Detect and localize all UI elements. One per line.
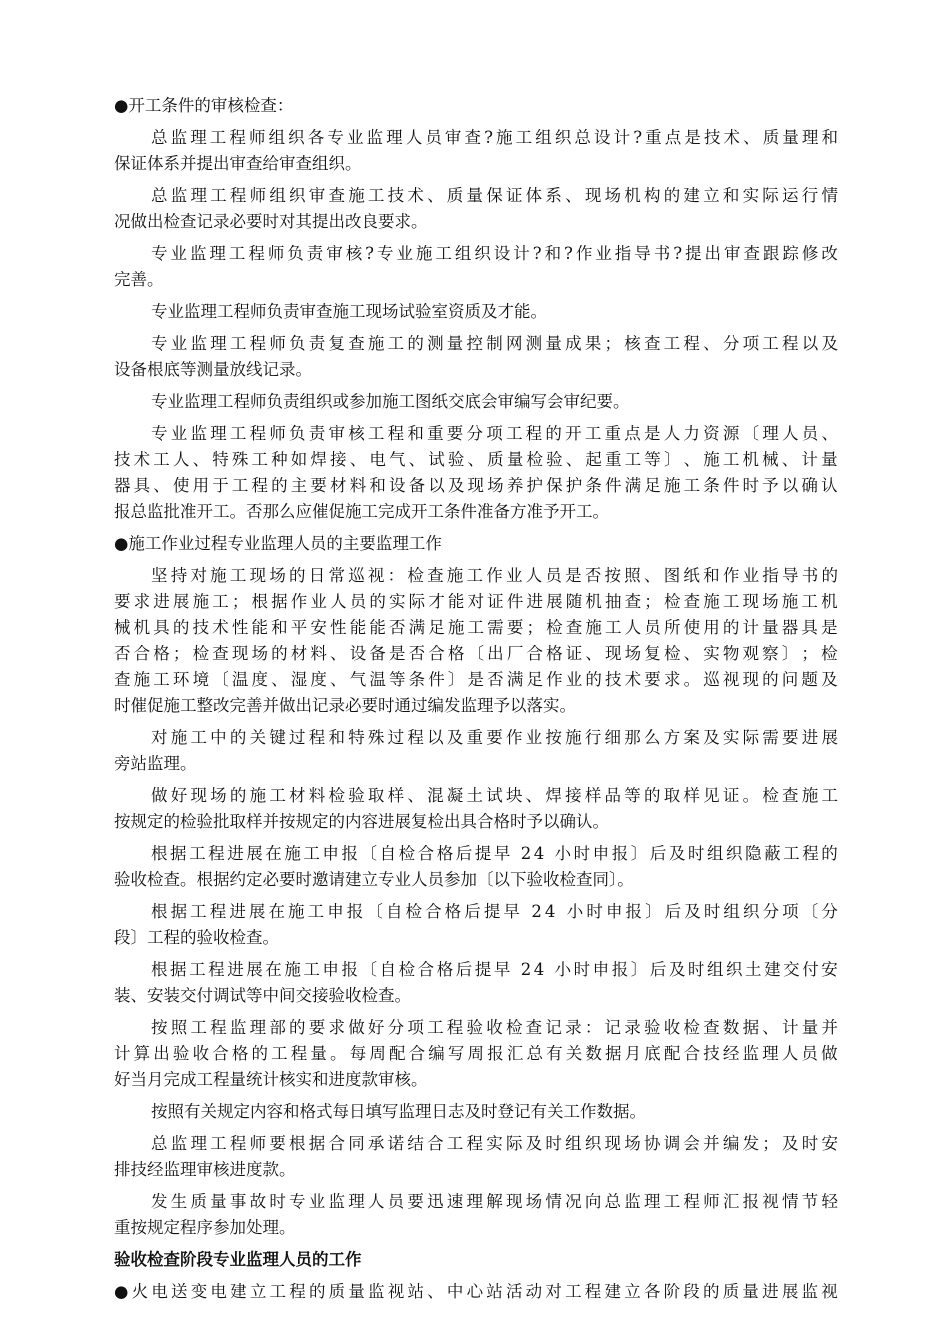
text-line: 器 具 、 使 用 于 工 程 的 主 要 材 料 和 设 备 以 及 现 场 养 护 保 护 条 件 满 足 施 工 条 件 时 予 以 确 认: [114, 476, 838, 495]
paragraph: [114, 957, 838, 1009]
bullet-item: [114, 531, 838, 557]
text-line: 要 求 进 展 施 工 ； 根 据 作 业 人 员 的 实 际 才 能 对 证 件 进 展 随 机 抽 查 ； 检 查 施 工 现 场 施 工 机: [114, 592, 838, 611]
text-line: 保证体系并提出审查给审查组织。: [114, 154, 362, 173]
text-line: 完善。: [114, 270, 164, 289]
text-line: 械 机 具 的 技 术 性 能 和 平 安 性 能 能 否 满 足 施 工 需 要 ； 检 查 施 工 人 员 所 使 用 的 计 量 器 具 是: [114, 618, 838, 637]
paragraph: [114, 899, 838, 951]
bullet-item: [114, 93, 838, 119]
text-line: 况做出检查记录必要时对其提出改良要求。: [114, 212, 428, 231]
text-line: 总 监 理 工 程 师 组 织 审 查 施 工 技 术 、 质 量 保 证 体 系 、 现 场 机 构 的 建 立 和 实 际 运 行 情: [151, 186, 838, 205]
bullet-item: [114, 1279, 838, 1305]
text-line: 验收检查阶段专业监理人员的工作: [114, 1250, 362, 1269]
paragraph: [114, 1015, 838, 1093]
text-line: 设备根底等测量放线记录。: [114, 360, 312, 379]
text-line: 根 据 工 程 进 展 在 施 工 申 报 〔 自 检 合 格 后 提 早 2 4 小 时 申 报 〕 后 及 时 组 织 分 项 〔 分: [151, 902, 838, 921]
section-heading: [114, 1247, 838, 1273]
text-line: 总 监 理 工 程 师 组 织 各 专 业 监 理 人 员 审 查 ? 施 工 组 织 总 设 计 ? 重 点 是 技 术 、 质 量 理 和: [151, 128, 838, 147]
paragraph: [114, 331, 838, 383]
text-line: 技 术 工 人 、 特 殊 工 种 如 焊 接 、 电 气 、 试 验 、 质 量 检 验 、 起 重 工 等 〕 、 施 工 机 械 、 计 量: [114, 450, 838, 469]
paragraph: [114, 841, 838, 893]
text-line: 验收检查。根据约定必要时邀请建立专业人员参加〔以下验收检查同〕。: [114, 870, 634, 889]
text-line: 按 照 工 程 监 理 部 的 要 求 做 好 分 项 工 程 验 收 检 查 记 录 ： 记 录 验 收 检 查 数 据 、 计 量 并: [151, 1018, 838, 1037]
text-line: 计 算 出 验 收 合 格 的 工 程 量 。 每 周 配 合 编 写 周 报 汇 总 有 关 数 据 月 底 配 合 技 经 监 理 人 员 做: [114, 1044, 838, 1063]
text-line: 段〕工程的验收检查。: [114, 928, 279, 947]
text-line: 根 据 工 程 进 展 在 施 工 申 报 〔 自 检 合 格 后 提 早 2 4 小 时 申 报 〕 后 及 时 组 织 土 建 交 付 安: [151, 960, 838, 979]
text-line: 做 好 现 场 的 施 工 材 料 检 验 取 样 、 混 凝 土 试 块 、 焊 接 样 品 等 的 取 样 见 证 。 检 查 施 工: [151, 786, 838, 805]
text-line: 按规定的检验批取样并按规定的内容进展复检出具合格时予以确认。: [114, 812, 609, 831]
text-line: 发 生 质 量 事 故 时 专 业 监 理 人 员 要 迅 速 理 解 现 场 情 况 向 总 监 理 工 程 师 汇 报 视 情 节 轻: [151, 1192, 838, 1211]
text-line: 专业监理工程师负责组织或参加施工图纸交底会审编写会审纪要。: [151, 392, 630, 411]
text-line: ●施工作业过程专业监理人员的主要监理工作: [114, 534, 442, 553]
text-line: 重按规定程序参加处理。: [114, 1218, 296, 1237]
text-line: 按照有关规定内容和格式每日填写监理日志及时登记有关工作数据。: [151, 1102, 646, 1121]
text-line: 专 业 监 理 工 程 师 负 责 审 核 ? 专 业 施 工 组 织 设 计 ? 和 ? 作 业 指 导 书 ? 提 出 审 查 跟 踪 修 改: [151, 244, 838, 263]
text-line: 报总监批准开工。否那么应催促施工完成开工条件准备方准予开工。: [114, 502, 609, 521]
text-line: 否 合 格 ； 检 查 现 场 的 材 料 、 设 备 是 否 合 格 〔 出 厂 合 格 证 、 现 场 复 检 、 实 物 观 察 〕 ； 检: [114, 644, 838, 663]
paragraph: [114, 725, 838, 777]
text-line: 专业监理工程师负责审查施工现场试验室资质及才能。: [151, 302, 547, 321]
text-line: 坚 持 对 施 工 现 场 的 日 常 巡 视 ： 检 查 施 工 作 业 人 员 是 否 按 照 、 图 纸 和 作 业 指 导 书 的: [151, 566, 838, 585]
paragraph: [114, 1131, 838, 1183]
text-line: 专 业 监 理 工 程 师 负 责 复 查 施 工 的 测 量 控 制 网 测 量 成 果 ； 核 查 工 程 、 分 项 工 程 以 及: [151, 334, 838, 353]
text-line: 排技经监理审核进度款。: [114, 1160, 296, 1179]
text-line: 装、安装交付调试等中间交接验收检查。: [114, 986, 411, 1005]
text-line: 对 施 工 中 的 关 键 过 程 和 特 殊 过 程 以 及 重 要 作 业 按 施 行 细 那 么 方 案 及 实 际 需 要 进 展: [151, 728, 838, 747]
text-line: 查 施 工 环 境 〔 温 度 、 湿 度 、 气 温 等 条 件 〕 是 否 满 足 作 业 的 技 术 要 求 。 巡 视 现 的 问 题 及: [114, 670, 838, 689]
text-line: ●开工条件的审核检查：: [114, 96, 294, 115]
paragraph: [114, 563, 838, 719]
document-page: [114, 93, 838, 1311]
text-line: 根 据 工 程 进 展 在 施 工 申 报 〔 自 检 合 格 后 提 早 2 4 小 时 申 报 〕 后 及 时 组 织 隐 蔽 工 程 的: [151, 844, 838, 863]
text-line: 好当月完成工程量统计核实和进度款审核。: [114, 1070, 428, 1089]
text-line: 时催促施工整改完善并做出记录必要时通过编发监理予以落实。: [114, 696, 576, 715]
paragraph: [114, 125, 838, 177]
paragraph: [114, 389, 838, 415]
paragraph: [114, 183, 838, 235]
text-line: 专 业 监 理 工 程 师 负 责 审 核 工 程 和 重 要 分 项 工 程 的 开 工 重 点 是 人 力 资 源 〔 理 人 员 、: [151, 424, 838, 443]
paragraph: [114, 1189, 838, 1241]
paragraph: [114, 241, 838, 293]
text-line: 旁站监理。: [114, 754, 197, 773]
text-line: 总 监 理 工 程 师 要 根 据 合 同 承 诺 结 合 工 程 实 际 及 时 组 织 现 场 协 调 会 并 编 发 ； 及 时 安: [151, 1134, 838, 1153]
paragraph: [114, 1099, 838, 1125]
paragraph: [114, 299, 838, 325]
paragraph: [114, 783, 838, 835]
text-line: ● 火 电 送 变 电 建 立 工 程 的 质 量 监 视 站 、 中 心 站 活 动 对 工 程 建 立 各 阶 段 的 质 量 进 展 监 视: [114, 1282, 838, 1301]
paragraph: [114, 421, 838, 525]
